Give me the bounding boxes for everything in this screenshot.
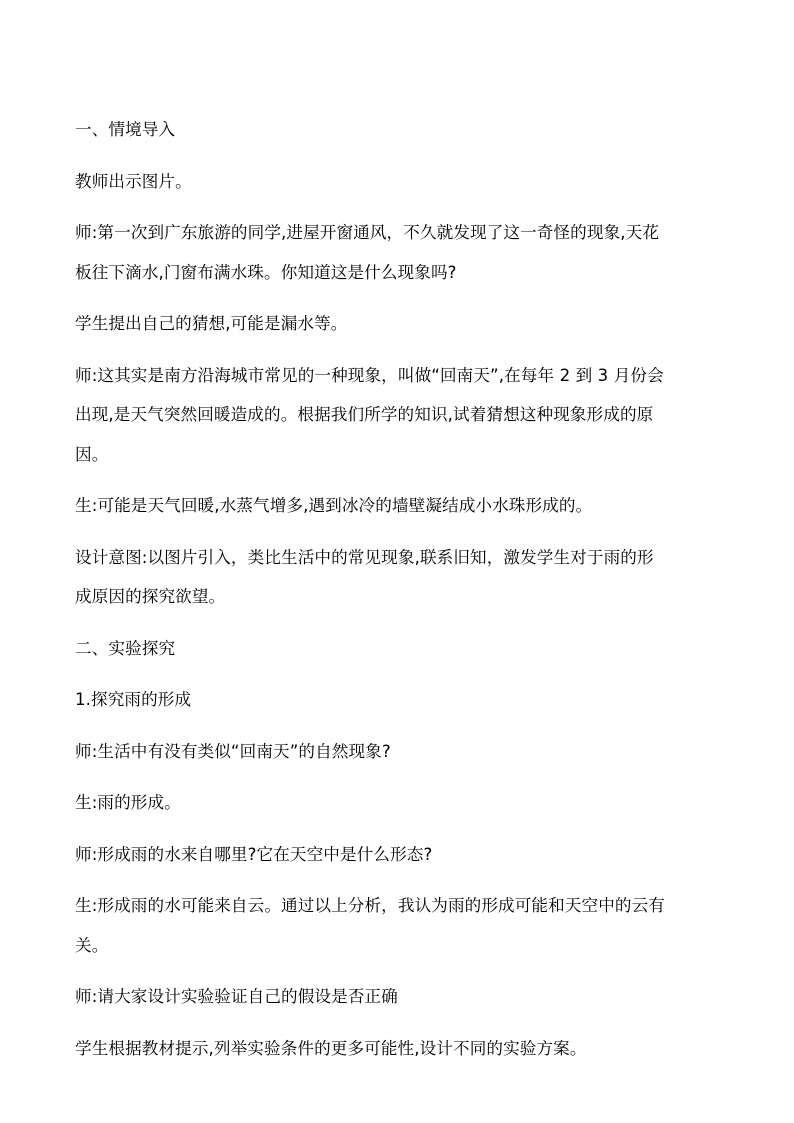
text-line: 因。 <box>75 444 109 464</box>
section-heading-experiment <box>75 629 725 669</box>
text-line: 师:生活中有没有类似“回南天”的自然现象? <box>75 741 391 761</box>
text-line: 学生根据教材提示,列举实验条件的更多可能性,设计不同的实验方案。 <box>75 1038 587 1058</box>
text-line: 师:这其实是南方沿海城市常见的一种现象，叫做“回南天”,在每年 2 到 3 月份会 <box>75 365 664 385</box>
paragraph <box>75 1029 725 1069</box>
text-line: 生:可能是天气回暖,水蒸气增多,遇到冰冷的墙壁凝结成小水珠形成的。 <box>75 496 593 515</box>
text-line: 一、情境导入 <box>75 120 176 139</box>
paragraph <box>75 304 725 344</box>
paragraph <box>75 538 725 617</box>
document-body <box>75 110 725 1068</box>
text-line: 师:形成雨的水来自哪里?它在天空中是什么形态? <box>75 844 433 864</box>
subsection-heading <box>75 680 725 720</box>
text-line: 设计意图:以图片引入，类比生活中的常见现象,联系旧知，激发学生对于雨的形 <box>75 547 654 567</box>
text-line: 学生提出自己的猜想,可能是漏水等。 <box>75 314 348 333</box>
text-line: 教师出示图片。 <box>75 171 192 191</box>
text-line: 关。 <box>75 935 109 955</box>
paragraph <box>75 213 725 292</box>
paragraph <box>75 977 725 1017</box>
paragraph <box>75 835 725 875</box>
text-line: 师:第一次到广东旅游的同学,进屋开窗通风，不久就发现了这一奇怪的现象,天花 <box>75 223 660 242</box>
paragraph <box>75 732 725 772</box>
text-line: 生:形成雨的水可能来自云。通过以上分析，我认为雨的形成可能和天空中的云有 <box>75 896 665 915</box>
paragraph <box>75 356 725 475</box>
text-line: 板往下滴水,门窗布满水珠。你知道这是什么现象吗? <box>75 262 457 282</box>
text-line: 二、实验探究 <box>75 638 176 658</box>
paragraph <box>75 486 725 526</box>
section-heading-intro <box>75 110 725 150</box>
paragraph <box>75 162 725 202</box>
text-line: 1.探究雨的形成 <box>75 690 192 709</box>
text-line: 出现,是天气突然回暖造成的。根据我们所学的知识,试着猜想这种现象形成的原 <box>75 405 654 424</box>
paragraph <box>75 783 725 823</box>
text-line: 师:请大家设计实验验证自己的假设是否正确 <box>75 987 398 1006</box>
text-line: 生:雨的形成。 <box>75 793 181 812</box>
text-line: 成原因的探究欲望。 <box>75 587 226 606</box>
paragraph <box>75 886 725 965</box>
